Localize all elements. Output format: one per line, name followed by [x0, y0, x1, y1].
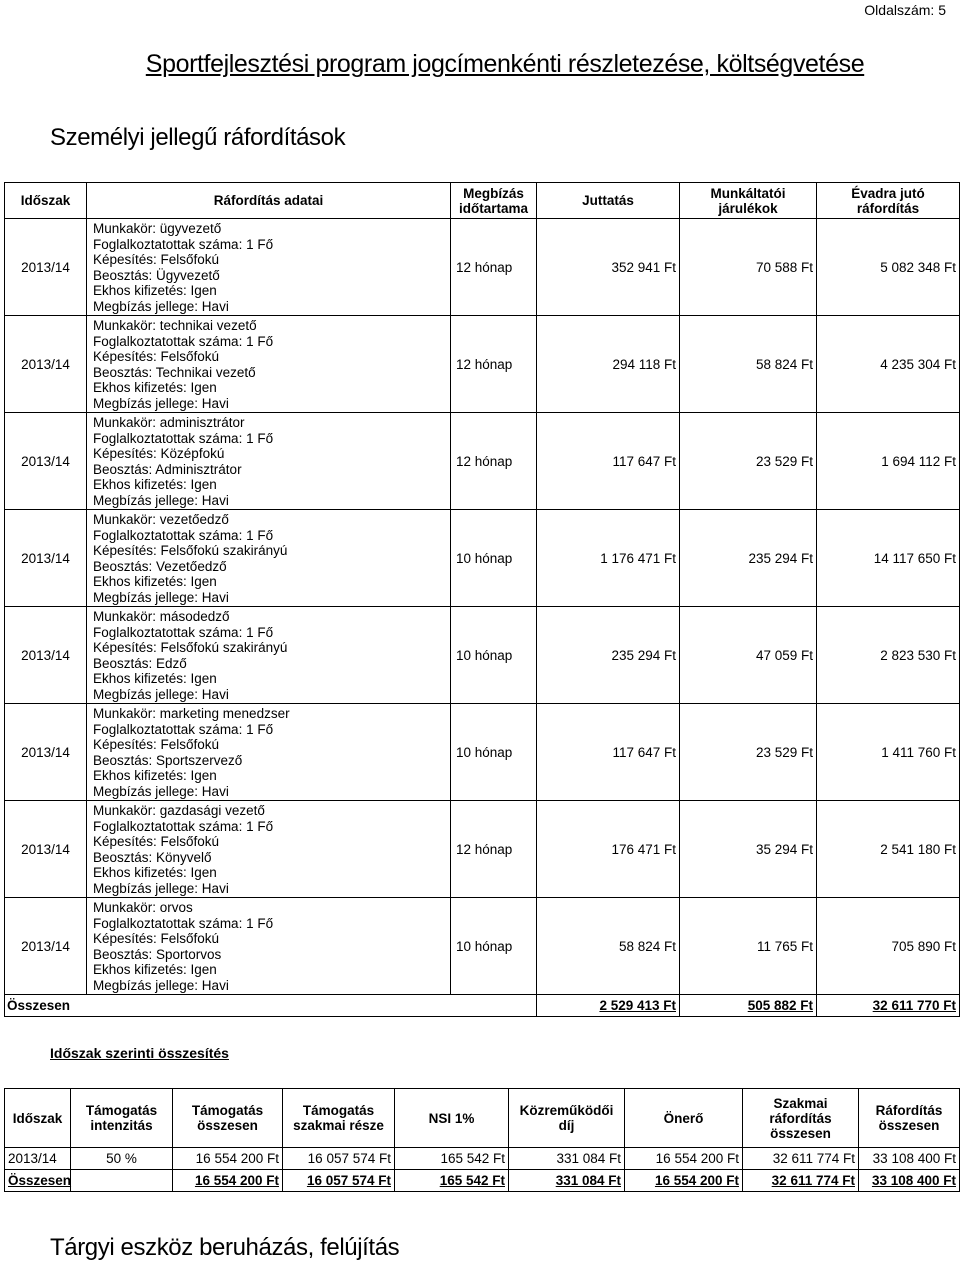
- details-line: Képesítés: Középfokú: [93, 446, 225, 461]
- summary-cell: 16 057 574 Ft: [283, 1170, 395, 1192]
- details-line: Munkakör: gazdasági vezető: [93, 803, 265, 818]
- details-line: Megbízás jellege: Havi: [93, 589, 229, 605]
- details-line: Foglalkoztatottak száma: 1 Fő: [93, 624, 274, 640]
- details-line: Ekhos kifizetés: Igen: [93, 768, 217, 783]
- table-header-row: [5, 183, 960, 219]
- summary-cell: 16 057 574 Ft: [283, 1148, 395, 1170]
- summary-cell: 32 611 774 Ft: [743, 1170, 859, 1192]
- summary-header-cell: Szakmai ráfordítás összesen: [743, 1089, 859, 1148]
- cell-salary: 176 471 Ft: [537, 801, 680, 898]
- cell-duration: 12 hónap: [451, 316, 537, 413]
- summary-cell: 2013/14: [5, 1148, 71, 1170]
- details-line: Megbízás jellege: Havi: [93, 880, 229, 896]
- cell-contributions: 11 765 Ft: [680, 898, 817, 995]
- cell-duration: 12 hónap: [451, 413, 537, 510]
- details-line: Beosztás: Sportszervező: [93, 752, 243, 768]
- cell-period: 2013/14: [5, 316, 87, 413]
- table-row: [5, 316, 960, 413]
- cell-period: 2013/14: [5, 898, 87, 995]
- cell-season-cost: 2 541 180 Ft: [817, 801, 960, 898]
- details-line: Képesítés: Felsőfokú: [93, 834, 220, 849]
- total-label: Összesen: [5, 995, 537, 1017]
- cell-details: [87, 316, 451, 413]
- summary-header-cell: Időszak: [5, 1089, 71, 1148]
- summary-data-row: [5, 1148, 960, 1170]
- details-line: Munkakör: vezetőedző: [93, 512, 229, 527]
- cell-details: [87, 801, 451, 898]
- header-contributions: Munkáltatói járulékok: [680, 183, 817, 219]
- header-period: Időszak: [5, 183, 87, 219]
- details-line: Beosztás: Vezetőedző: [93, 558, 227, 574]
- details-line: Képesítés: Felsőfokú szakirányú: [93, 640, 288, 655]
- summary-header-cell: Támogatás szakmai része: [283, 1089, 395, 1148]
- details-line: Munkakör: orvos: [93, 900, 193, 915]
- details-line: Beosztás: Adminisztrátor: [93, 461, 242, 477]
- table-row: [5, 801, 960, 898]
- cell-season-cost: 14 117 650 Ft: [817, 510, 960, 607]
- summary-cell: 165 542 Ft: [395, 1170, 509, 1192]
- summary-header-cell: Támogatás intenzitás: [71, 1089, 173, 1148]
- summary-cell: 16 554 200 Ft: [173, 1170, 283, 1192]
- summary-total-row: [5, 1170, 960, 1192]
- summary-header-cell: NSI 1%: [395, 1089, 509, 1148]
- details-line: Megbízás jellege: Havi: [93, 686, 229, 702]
- details-line: Munkakör: ügyvezető: [93, 221, 222, 236]
- table-row: [5, 704, 960, 801]
- period-summary-table: [4, 1088, 960, 1192]
- summary-cell: 16 554 200 Ft: [625, 1148, 743, 1170]
- details-line: Beosztás: Sportorvos: [93, 946, 222, 962]
- summary-title: Időszak szerinti összesítés: [50, 1045, 229, 1061]
- summary-cell: [71, 1170, 173, 1192]
- summary-cell: Összesen: [5, 1170, 71, 1192]
- table-row: [5, 510, 960, 607]
- details-line: Munkakör: másodedző: [93, 609, 230, 624]
- cell-details: [87, 510, 451, 607]
- details-line: Képesítés: Felsőfokú: [93, 931, 220, 946]
- details-line: Ekhos kifizetés: Igen: [93, 477, 217, 492]
- personnel-cost-table: [4, 182, 960, 1017]
- details-line: Beosztás: Technikai vezető: [93, 364, 256, 380]
- table-row: [5, 219, 960, 316]
- summary-header-cell: Közreműködői díj: [509, 1089, 625, 1148]
- section-title-assets: Tárgyi eszköz beruházás, felújítás: [50, 1234, 400, 1261]
- details-line: Képesítés: Felsőfokú: [93, 349, 220, 364]
- details-line: Foglalkoztatottak száma: 1 Fő: [93, 915, 274, 931]
- cell-contributions: 58 824 Ft: [680, 316, 817, 413]
- details-line: Képesítés: Felsőfokú szakirányú: [93, 543, 288, 558]
- summary-header-row: [5, 1089, 960, 1148]
- details-line: Munkakör: technikai vezető: [93, 318, 257, 333]
- details-line: Ekhos kifizetés: Igen: [93, 671, 217, 686]
- cell-contributions: 23 529 Ft: [680, 413, 817, 510]
- summary-header-cell: Ráfordítás összesen: [859, 1089, 960, 1148]
- summary-cell: 16 554 200 Ft: [625, 1170, 743, 1192]
- cell-season-cost: 705 890 Ft: [817, 898, 960, 995]
- details-line: Ekhos kifizetés: Igen: [93, 574, 217, 589]
- total-salary: 2 529 413 Ft: [537, 995, 680, 1017]
- table-row: [5, 413, 960, 510]
- summary-cell: 33 108 400 Ft: [859, 1148, 960, 1170]
- cell-period: 2013/14: [5, 413, 87, 510]
- cell-period: 2013/14: [5, 607, 87, 704]
- section-title-personnel: Személyi jellegű ráfordítások: [50, 124, 346, 151]
- cell-contributions: 70 588 Ft: [680, 219, 817, 316]
- summary-cell: 16 554 200 Ft: [173, 1148, 283, 1170]
- details-line: Foglalkoztatottak száma: 1 Fő: [93, 333, 274, 349]
- header-season-cost: Évadra jutó ráfordítás: [817, 183, 960, 219]
- details-line: Megbízás jellege: Havi: [93, 298, 229, 314]
- table-total-row: [5, 995, 960, 1017]
- cell-season-cost: 5 082 348 Ft: [817, 219, 960, 316]
- table-row: [5, 607, 960, 704]
- cell-duration: 12 hónap: [451, 219, 537, 316]
- cell-contributions: 47 059 Ft: [680, 607, 817, 704]
- cell-season-cost: 2 823 530 Ft: [817, 607, 960, 704]
- cell-period: 2013/14: [5, 801, 87, 898]
- cell-period: 2013/14: [5, 510, 87, 607]
- details-line: Képesítés: Felsőfokú: [93, 252, 220, 267]
- details-line: Megbízás jellege: Havi: [93, 395, 229, 411]
- summary-cell: 165 542 Ft: [395, 1148, 509, 1170]
- details-line: Foglalkoztatottak száma: 1 Fő: [93, 721, 274, 737]
- cell-salary: 352 941 Ft: [537, 219, 680, 316]
- summary-cell: 331 084 Ft: [509, 1170, 625, 1192]
- details-line: Ekhos kifizetés: Igen: [93, 865, 217, 880]
- page-title: Sportfejlesztési program jogcímenkénti részletezése, költségvetése: [145, 50, 865, 78]
- cell-season-cost: 1 411 760 Ft: [817, 704, 960, 801]
- total-season-cost: 32 611 770 Ft: [817, 995, 960, 1017]
- cell-duration: 12 hónap: [451, 801, 537, 898]
- summary-cell: 331 084 Ft: [509, 1148, 625, 1170]
- cell-salary: 235 294 Ft: [537, 607, 680, 704]
- details-line: Foglalkoztatottak száma: 1 Fő: [93, 818, 274, 834]
- header-details: Ráfordítás adatai: [87, 183, 451, 219]
- details-line: Ekhos kifizetés: Igen: [93, 380, 217, 395]
- details-line: Beosztás: Ügyvezető: [93, 267, 220, 283]
- details-line: Ekhos kifizetés: Igen: [93, 283, 217, 298]
- details-line: Megbízás jellege: Havi: [93, 492, 229, 508]
- cell-contributions: 23 529 Ft: [680, 704, 817, 801]
- details-line: Beosztás: Edző: [93, 655, 187, 671]
- summary-cell: 50 %: [71, 1148, 173, 1170]
- cell-details: [87, 704, 451, 801]
- cell-period: 2013/14: [5, 704, 87, 801]
- summary-cell: 33 108 400 Ft: [859, 1170, 960, 1192]
- cell-details: [87, 413, 451, 510]
- header-duration: Megbízás időtartama: [451, 183, 537, 219]
- summary-header-cell: Önerő: [625, 1089, 743, 1148]
- cell-contributions: 235 294 Ft: [680, 510, 817, 607]
- cell-details: [87, 607, 451, 704]
- details-line: Beosztás: Könyvelő: [93, 849, 212, 865]
- summary-cell: 32 611 774 Ft: [743, 1148, 859, 1170]
- cell-season-cost: 1 694 112 Ft: [817, 413, 960, 510]
- cell-salary: 117 647 Ft: [537, 413, 680, 510]
- details-line: Munkakör: adminisztrátor: [93, 415, 245, 430]
- cell-duration: 10 hónap: [451, 898, 537, 995]
- details-line: Ekhos kifizetés: Igen: [93, 962, 217, 977]
- cell-duration: 10 hónap: [451, 704, 537, 801]
- cell-duration: 10 hónap: [451, 510, 537, 607]
- table-row: [5, 898, 960, 995]
- details-line: Foglalkoztatottak száma: 1 Fő: [93, 430, 274, 446]
- details-line: Foglalkoztatottak száma: 1 Fő: [93, 527, 274, 543]
- cell-details: [87, 898, 451, 995]
- summary-header-cell: Támogatás összesen: [173, 1089, 283, 1148]
- cell-contributions: 35 294 Ft: [680, 801, 817, 898]
- cell-salary: 1 176 471 Ft: [537, 510, 680, 607]
- cell-salary: 58 824 Ft: [537, 898, 680, 995]
- details-line: Megbízás jellege: Havi: [93, 977, 229, 993]
- cell-season-cost: 4 235 304 Ft: [817, 316, 960, 413]
- details-line: Képesítés: Felsőfokú: [93, 737, 220, 752]
- cell-details: [87, 219, 451, 316]
- details-line: Munkakör: marketing menedzser: [93, 706, 290, 721]
- header-salary: Juttatás: [537, 183, 680, 219]
- total-contributions: 505 882 Ft: [680, 995, 817, 1017]
- page-number: Oldalszám: 5: [864, 2, 946, 18]
- details-line: Megbízás jellege: Havi: [93, 783, 229, 799]
- cell-salary: 294 118 Ft: [537, 316, 680, 413]
- details-line: Foglalkoztatottak száma: 1 Fő: [93, 236, 274, 252]
- cell-period: 2013/14: [5, 219, 87, 316]
- cell-salary: 117 647 Ft: [537, 704, 680, 801]
- cell-duration: 10 hónap: [451, 607, 537, 704]
